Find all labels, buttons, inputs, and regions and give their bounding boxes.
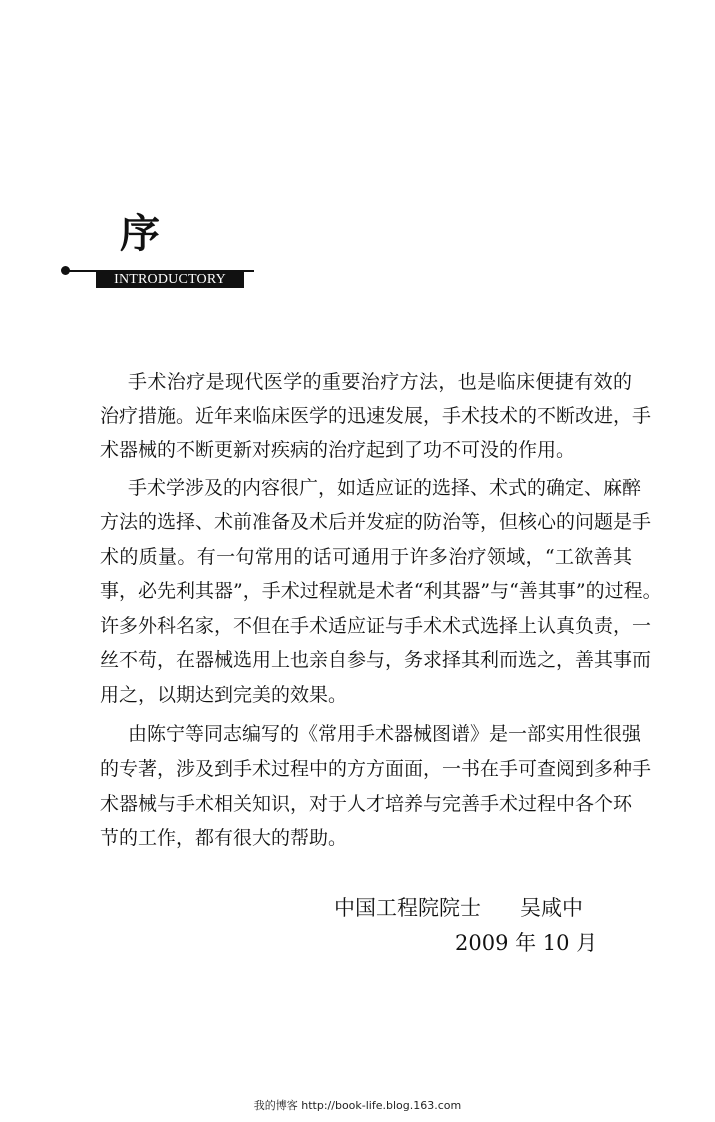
body-line: 手术治疗是现代医学的重要治疗方法，也是临床便捷有效的: [128, 371, 632, 393]
signature-name: 吴咸中: [520, 896, 583, 920]
body-line: 用之，以期达到完美的效果。: [100, 684, 348, 706]
body-line: 丝不苟，在器械选用上也亲自参与，务求择其利而选之，善其事而: [100, 649, 652, 671]
body-line: 许多外科名家，不但在手术适应证与手术术式选择上认真负责，一: [100, 615, 652, 637]
body-line: 节的工作，都有很大的帮助。: [100, 827, 348, 849]
page-title: 序: [120, 210, 160, 257]
body-line: 治疗措施。近年来临床医学的迅速发展，手术技术的不断改进，手: [100, 405, 652, 427]
body-line: 事，必先利其器”，手术过程就是术者“利其器”与“善其事”的过程。: [100, 580, 662, 602]
subtitle-banner: INTRODUCTORY: [96, 271, 244, 288]
body-line: 手术学涉及的内容很广，如适应证的选择、术式的确定、麻醉: [128, 477, 642, 499]
body-line: 术器械的不断更新对疾病的治疗起到了功不可没的作用。: [100, 439, 576, 461]
signature-title: 中国工程院院士: [334, 896, 481, 920]
body-line: 方法的选择、术前准备及术后并发症的防治等，但核心的问题是手: [100, 511, 652, 533]
body-line: 术的质量。有一句常用的话可通用于许多治疗领域，“工欲善其: [100, 546, 632, 568]
body-line: 术器械与手术相关知识，对于人才培养与完善手术过程中各个环: [100, 793, 633, 815]
footer-blog-link: 我的博客 http://book-life.blog.163.com: [253, 1099, 462, 1112]
signature-date: 2009 年 10 月: [455, 931, 598, 955]
body-line: 由陈宁等同志编写的《常用手术器械图谱》是一部实用性很强: [128, 723, 642, 745]
body-line: 的专著，涉及到手术过程中的方方面面，一书在手可查阅到多种手: [100, 758, 652, 780]
